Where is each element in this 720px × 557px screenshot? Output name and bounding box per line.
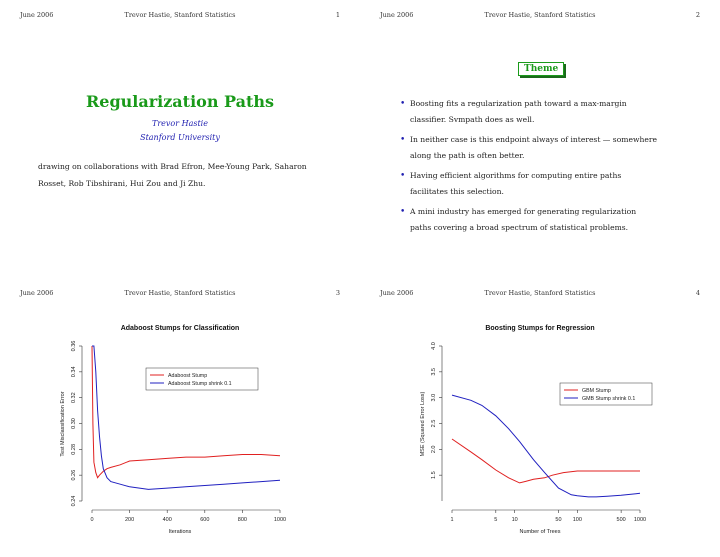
header-date: June 2006: [380, 11, 414, 19]
author-affiliation: Stanford University: [140, 133, 220, 142]
y-tick-label: 0.34: [71, 366, 77, 378]
header-date: June 2006: [20, 289, 54, 297]
x-tick-label: 800: [237, 517, 247, 523]
header-page: 2: [695, 11, 700, 19]
x-tick-label: 0: [90, 517, 94, 523]
slide-header: [360, 0, 720, 20]
header-page: 1: [335, 11, 340, 19]
header-author: Trevor Hastie, Stanford Statistics: [484, 11, 596, 19]
y-tick-label: 0.32: [71, 392, 77, 404]
y-tick-label: 1.5: [431, 471, 437, 479]
collaborators-line: Rosset, Rob Tibshirani, Hui Zou and Ji Zhu.: [38, 179, 206, 188]
series-line: [452, 439, 640, 483]
y-axis-label: MSE (Squared Error Loss): [420, 391, 426, 457]
y-tick-label: 0.26: [71, 469, 77, 481]
x-tick-label: 200: [125, 517, 135, 523]
bullet-item: [398, 96, 708, 128]
legend-label: Adaboost Stump: [168, 373, 208, 379]
bullet-item: [398, 204, 708, 236]
x-tick-label: 1000: [633, 517, 647, 523]
series-line: [92, 346, 280, 478]
chart-title: Adaboost Stumps for Classification: [120, 325, 240, 332]
slide-2: [360, 0, 720, 278]
header-author: Trevor Hastie, Stanford Statistics: [484, 289, 596, 297]
y-tick-label: 4.0: [431, 342, 437, 350]
x-tick-label: 50: [555, 517, 562, 523]
y-tick-label: 2.5: [431, 419, 437, 428]
collaborators-text: [38, 158, 328, 192]
x-tick-label: 400: [162, 517, 172, 523]
slide-header: [0, 0, 360, 20]
bullet-line: along the path is often better.: [410, 151, 525, 160]
legend-label: GBM Stump: [582, 388, 611, 394]
x-tick-label: 10: [511, 517, 518, 523]
collaborators-line: drawing on collaborations with Brad Efron, Mee-Young Park, Saharon: [38, 162, 307, 171]
header-page: 4: [695, 289, 700, 297]
header-author: Trevor Hastie, Stanford Statistics: [124, 11, 236, 19]
slide-1: [0, 0, 360, 278]
x-tick-label: 1: [450, 517, 454, 523]
x-tick-label: 5: [494, 517, 498, 523]
legend-label: Adaboost Stump shrink 0.1: [168, 381, 232, 387]
x-tick-label: 600: [200, 517, 210, 523]
adaboost-chart: [0, 298, 360, 556]
x-axis-label: Number of Trees: [519, 529, 561, 535]
bullet-line: paths covering a broad spectrum of statistical problems.: [410, 223, 629, 232]
slide-header: [360, 278, 720, 298]
slide-title: Regularization Paths: [85, 92, 275, 111]
y-tick-label: 0.36: [71, 340, 77, 352]
legend-label: GMB Stump shrink 0.1: [582, 396, 636, 402]
header-date: June 2006: [380, 289, 414, 297]
slide-header: [0, 278, 360, 298]
y-tick-label: 0.30: [71, 418, 77, 429]
series-line: [452, 395, 640, 497]
theme-bullet-list: [398, 96, 708, 240]
bullet-line: • In neither case is this endpoint always of interest — somewhere: [410, 135, 657, 144]
author-name: Trevor Hastie: [152, 119, 208, 128]
y-tick-label: 2.0: [431, 445, 437, 454]
x-tick-label: 500: [616, 517, 626, 523]
header-date: June 2006: [20, 11, 54, 19]
boosting-regression-chart: [360, 298, 720, 556]
y-tick-label: 0.28: [71, 443, 77, 455]
chart-title: Boosting Stumps for Regression: [485, 325, 595, 332]
bullet-line: facilitates this selection.: [410, 187, 504, 196]
bullet-item: [398, 132, 708, 164]
y-tick-label: 0.24: [71, 495, 77, 507]
header-page: 3: [335, 289, 340, 297]
bullet-line: classifier. Svmpath does as well.: [410, 115, 535, 124]
header-author: Trevor Hastie, Stanford Statistics: [124, 289, 236, 297]
y-axis-label: Test Misclassification Error: [60, 391, 66, 457]
bullet-line: • Having efficient algorithms for computing entire paths: [410, 171, 622, 180]
y-tick-label: 3.5: [431, 368, 437, 376]
slide-3: [0, 278, 360, 556]
x-tick-label: 1000: [273, 517, 287, 523]
series-line: [92, 346, 280, 489]
bullet-line: • Boosting fits a regularization path toward a max-margin: [410, 99, 627, 108]
x-axis-label: Iterations: [168, 529, 192, 535]
bullet-item: [398, 168, 708, 200]
slide-4: [360, 278, 720, 556]
bullet-line: • A mini industry has emerged for generating regularization: [410, 207, 637, 216]
x-tick-label: 100: [572, 517, 582, 523]
y-tick-label: 3.0: [431, 393, 437, 402]
theme-heading: Theme: [518, 62, 564, 76]
